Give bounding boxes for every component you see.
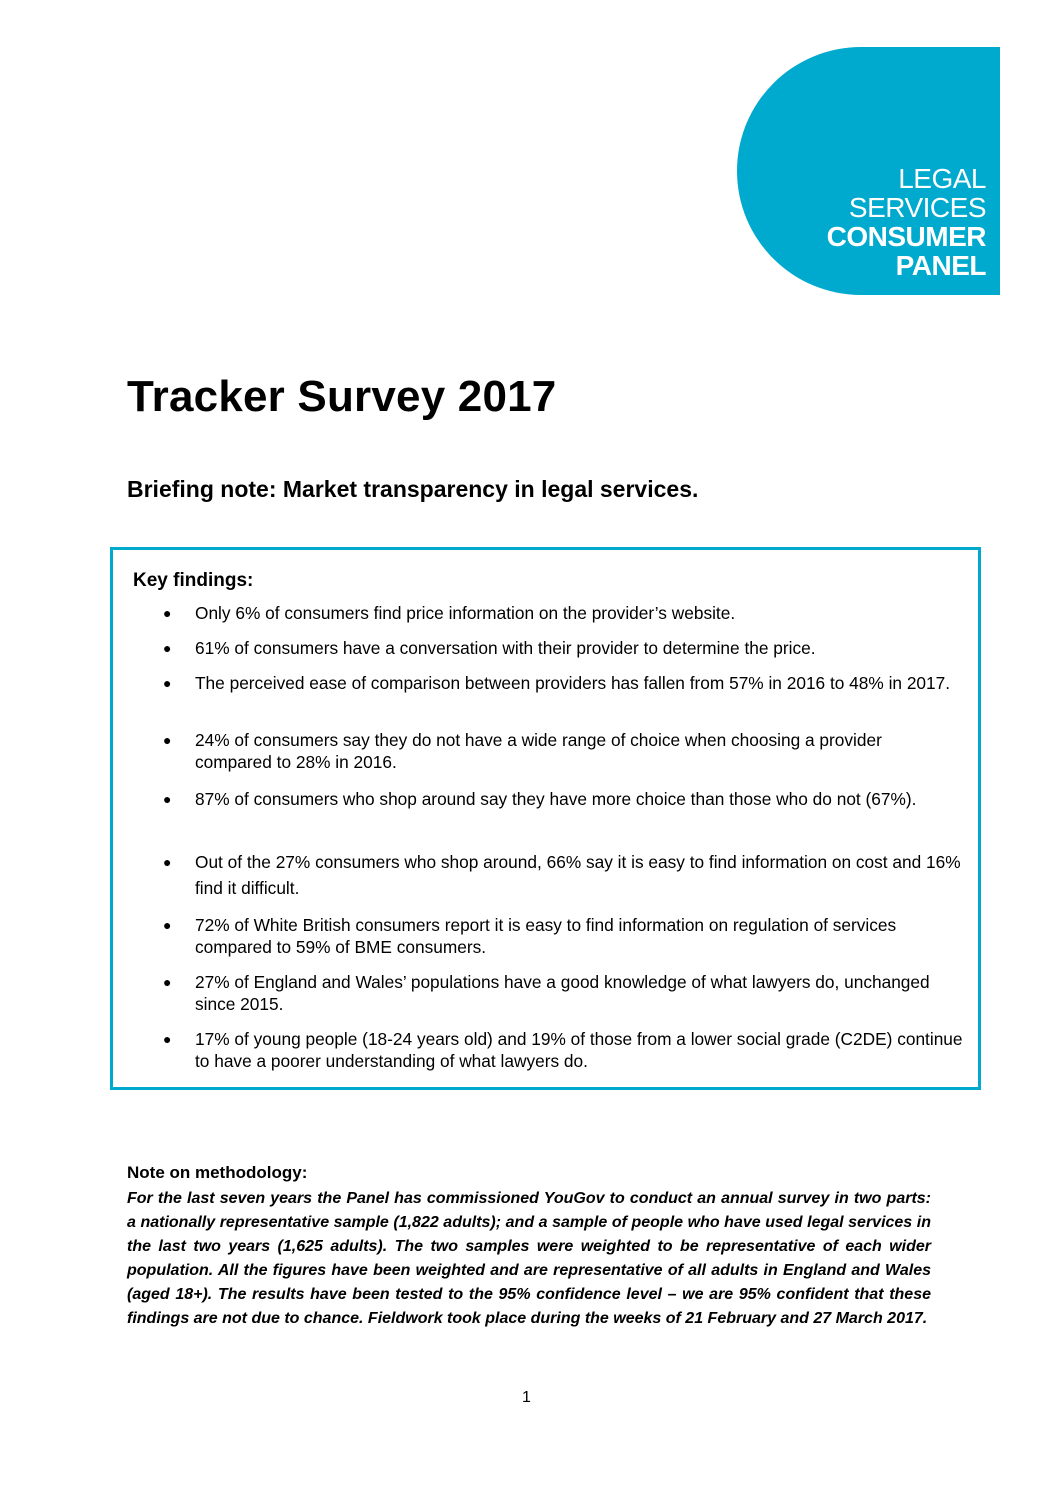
finding-item bbox=[163, 971, 963, 1015]
bullet-icon: ● bbox=[163, 917, 172, 933]
finding-text: 27% of England and Wales’ populations have a good knowledge of what lawyers do, unchanged since 2015. bbox=[195, 972, 930, 1014]
document-subtitle: Briefing note: Market transparency in legal services. bbox=[127, 476, 699, 502]
finding-text: 72% of White British consumers report it is easy to find information on regulation of services compared to 59% of BME consumers. bbox=[195, 915, 897, 957]
finding-text: Out of the 27% consumers who shop around, 66% say it is easy to find information on cost and 16% find it difficult. bbox=[195, 852, 961, 898]
bullet-icon: ● bbox=[163, 605, 172, 621]
methodology-body: For the last seven years the Panel has commissioned YouGov to conduct an annual survey in two parts: a nationally representative sample (1,822 adults); and a sample of people who have used legal services in the last two years (1,625 adults). The two samples were weighted to be representative of each wider population. All the figures have been weighted and are representative of all adults in England and Wales (aged 18+). The results have been tested to the 95% confidence level – we are 95% confident that these findings are not due to chance. Fieldwork took place during the weeks of 21 February and 27 March 2017. bbox=[127, 1190, 931, 1327]
bullet-icon: ● bbox=[163, 1031, 172, 1047]
bullet-icon: ● bbox=[163, 854, 172, 870]
document-title: Tracker Survey 2017 bbox=[127, 372, 557, 421]
finding-item bbox=[163, 786, 963, 812]
bullet-icon: ● bbox=[163, 675, 172, 691]
finding-item bbox=[163, 729, 963, 773]
methodology-heading: Note on methodology: bbox=[127, 1163, 308, 1182]
bullet-icon: ● bbox=[163, 640, 172, 656]
logo-line-legal: LEGAL bbox=[898, 163, 986, 194]
legal-services-consumer-panel-logo bbox=[737, 47, 1000, 295]
logo-line-panel: PANEL bbox=[895, 250, 986, 281]
finding-text: The perceived ease of comparison between providers has fallen from 57% in 2016 to 48% in 2017. bbox=[195, 673, 951, 693]
key-findings-heading: Key findings: bbox=[133, 570, 254, 591]
finding-item bbox=[163, 849, 963, 901]
logo-line-consumer: CONSUMER bbox=[826, 221, 986, 252]
finding-item bbox=[163, 602, 963, 624]
finding-text: Only 6% of consumers find price information on the provider’s website. bbox=[195, 603, 736, 623]
finding-item bbox=[163, 1028, 963, 1072]
finding-item bbox=[163, 914, 963, 958]
logo-text bbox=[827, 164, 986, 280]
page-number: 1 bbox=[522, 1389, 531, 1406]
finding-text: 61% of consumers have a conversation with their provider to determine the price. bbox=[195, 638, 816, 658]
bullet-icon: ● bbox=[163, 791, 172, 807]
key-findings-box bbox=[110, 547, 981, 1090]
finding-text: 24% of consumers say they do not have a wide range of choice when choosing a provider compared to 28% in 2016. bbox=[195, 730, 882, 772]
finding-item bbox=[163, 637, 963, 659]
bullet-icon: ● bbox=[163, 732, 172, 748]
finding-text: 17% of young people (18-24 years old) and 19% of those from a lower social grade (C2DE) continue to have a poorer understanding of what lawyers do. bbox=[195, 1029, 963, 1071]
finding-item bbox=[163, 672, 963, 694]
logo-line-services: SERVICES bbox=[848, 192, 986, 223]
finding-text: 87% of consumers who shop around say they have more choice than those who do not (67%). bbox=[195, 789, 917, 809]
bullet-icon: ● bbox=[163, 974, 172, 990]
